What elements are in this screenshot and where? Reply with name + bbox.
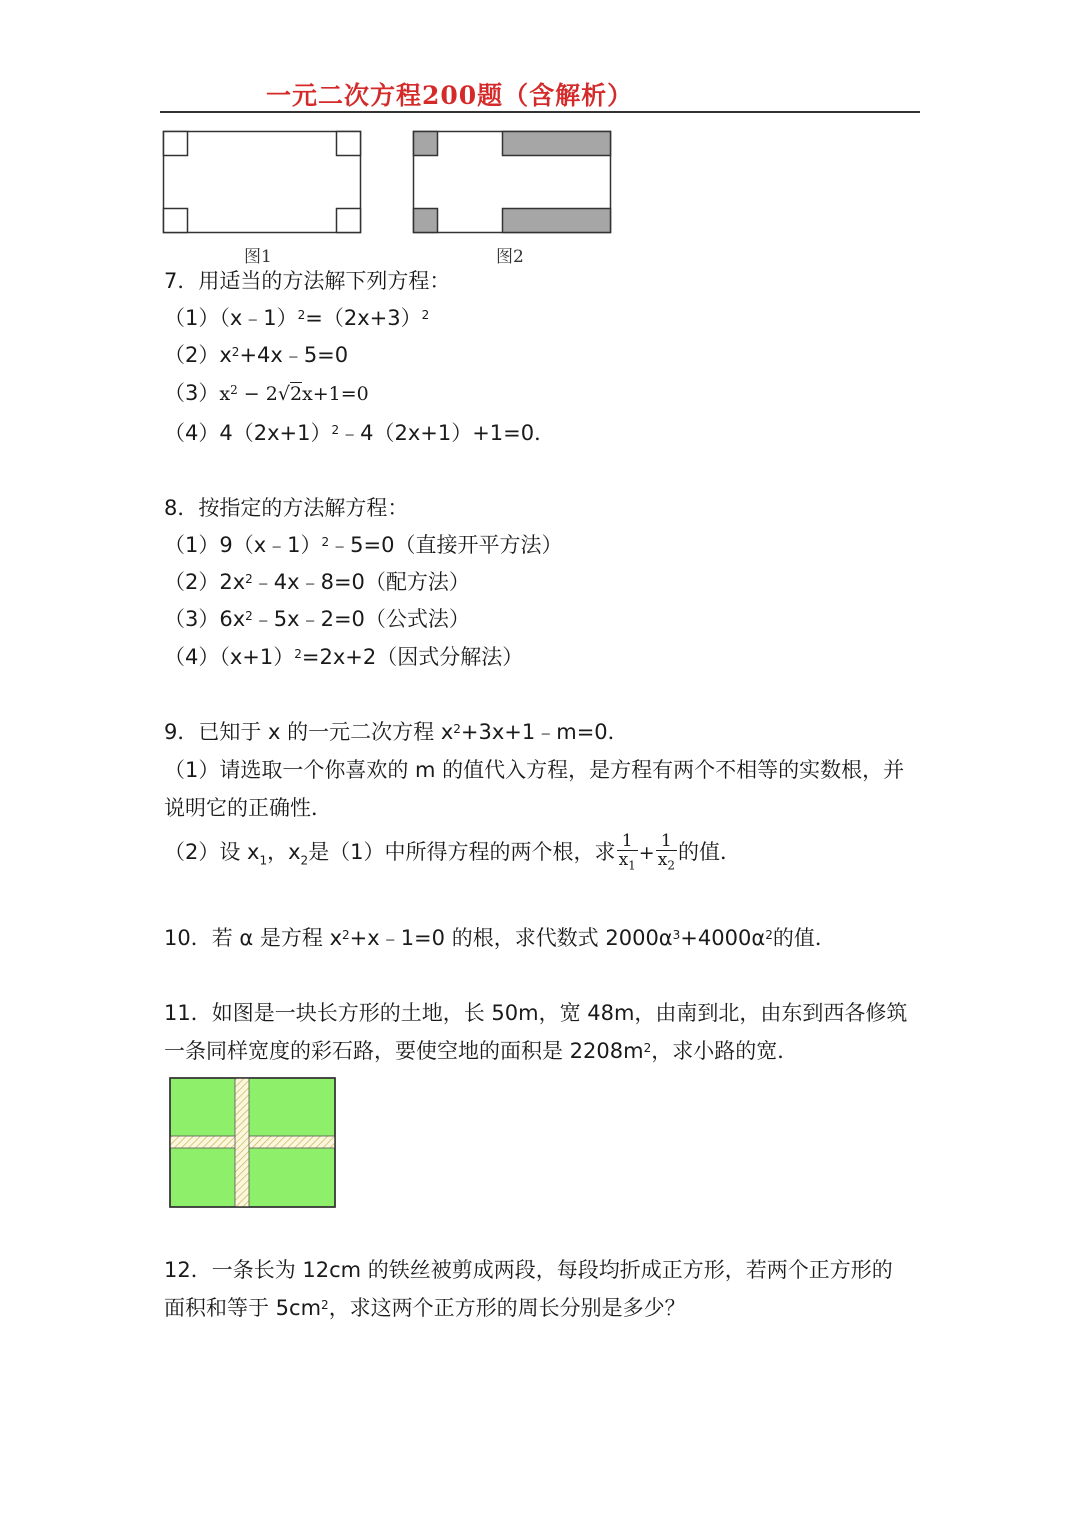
- page-title: 一元二次方程200题（含解析）: [266, 81, 634, 110]
- q7-part-4: $(4)4(2x+1)^2﹣4(2x+1)+1=0$．: [164, 421, 556, 445]
- corner-square: [164, 209, 188, 233]
- q12-line-2: 面积和等于 $5cm^2$，求这两个正方形的周长分别是多少？: [164, 1296, 686, 1320]
- rectangle-figures: [160, 128, 620, 240]
- q12-line-1: 12．一条长为 12cm 的铁丝被剪成两段，每段均折成正方形，若两个正方形的: [164, 1258, 893, 1282]
- east-west-path: [170, 1136, 335, 1148]
- q8-title: 8．按指定的方法解方程：: [164, 496, 409, 520]
- shaded-corner: [414, 209, 438, 233]
- shaded-strip: [503, 132, 611, 156]
- q9-part-1-line-1: （1）请选取一个你喜欢的 m 的值代入方程，是方程有两个不相等的实数根，并: [164, 758, 905, 782]
- corner-square: [337, 132, 361, 156]
- figure-2-caption: 图2: [496, 247, 524, 267]
- q9-title: 9．已知于 x 的一元二次方程 $x^2+3x+1﹣m=0$．: [164, 720, 629, 744]
- q8-part-4: $(4)(x+1)^2=2x+2$（因式分解法）: [164, 645, 524, 669]
- shaded-corner: [414, 132, 438, 156]
- q9-part-1-line-2: 说明它的正确性．: [164, 796, 332, 820]
- corner-square: [164, 132, 188, 156]
- q11-line-1: 11．如图是一块长方形的土地，长 50m，宽 48m，由南到北，由东到西各修筑: [164, 1001, 908, 1025]
- fraction-1-over-x1: $\frac{1}{x_1}$: [618, 831, 636, 873]
- equation-radical: $x^2 - 2√2x+1=0$: [219, 383, 369, 405]
- figure-1-caption: 图1: [244, 247, 272, 267]
- q7-part-3: $(3)x^2 - 2√2x+1=0$: [164, 381, 369, 405]
- corner-square: [337, 209, 361, 233]
- q9-part-2: （2）设 $x_1$，$x_2$是（1）中所得方程的两个根，求 $\frac{1}{x_1}$ + $\frac{1}{x_2}$ 的值．: [164, 831, 741, 873]
- q11-line-2: 一条同样宽度的彩石路，要使空地的面积是 $2208m^2$，求小路的宽．: [164, 1039, 799, 1063]
- q8-part-2: $(2)2x^2﹣4x﹣8=0$（配方法）: [164, 570, 470, 594]
- q7-part-1: $(1)(x﹣1)^2=(2x+3)^2$: [164, 306, 430, 330]
- q8-part-3: $(3)6x^2﹣5x﹣2=0$（公式法）: [164, 607, 470, 631]
- header-rule: [160, 111, 920, 113]
- q10-text: 10．若 α 是方程 $x^2+x﹣1=0$ 的根，求代数式 $2000\alpha^3+4000\alpha^2$的值．: [164, 926, 836, 950]
- figure-2: [414, 132, 611, 233]
- q7-title: 7．用适当的方法解下列方程：: [164, 269, 451, 293]
- q8-part-1: （1）9（x﹣1）$^2$﹣5=0（直接开平方法）: [164, 533, 563, 557]
- figure-1: [164, 132, 361, 233]
- north-south-path: [235, 1078, 249, 1207]
- field-diagram: [168, 1076, 338, 1210]
- radical-sign: √: [277, 383, 290, 405]
- fraction-1-over-x2: $\frac{1}{x_2}$: [657, 831, 675, 873]
- shaded-strip: [503, 209, 611, 233]
- q7-part-2: $(2)x^2+4x﹣5=0$: [164, 343, 349, 367]
